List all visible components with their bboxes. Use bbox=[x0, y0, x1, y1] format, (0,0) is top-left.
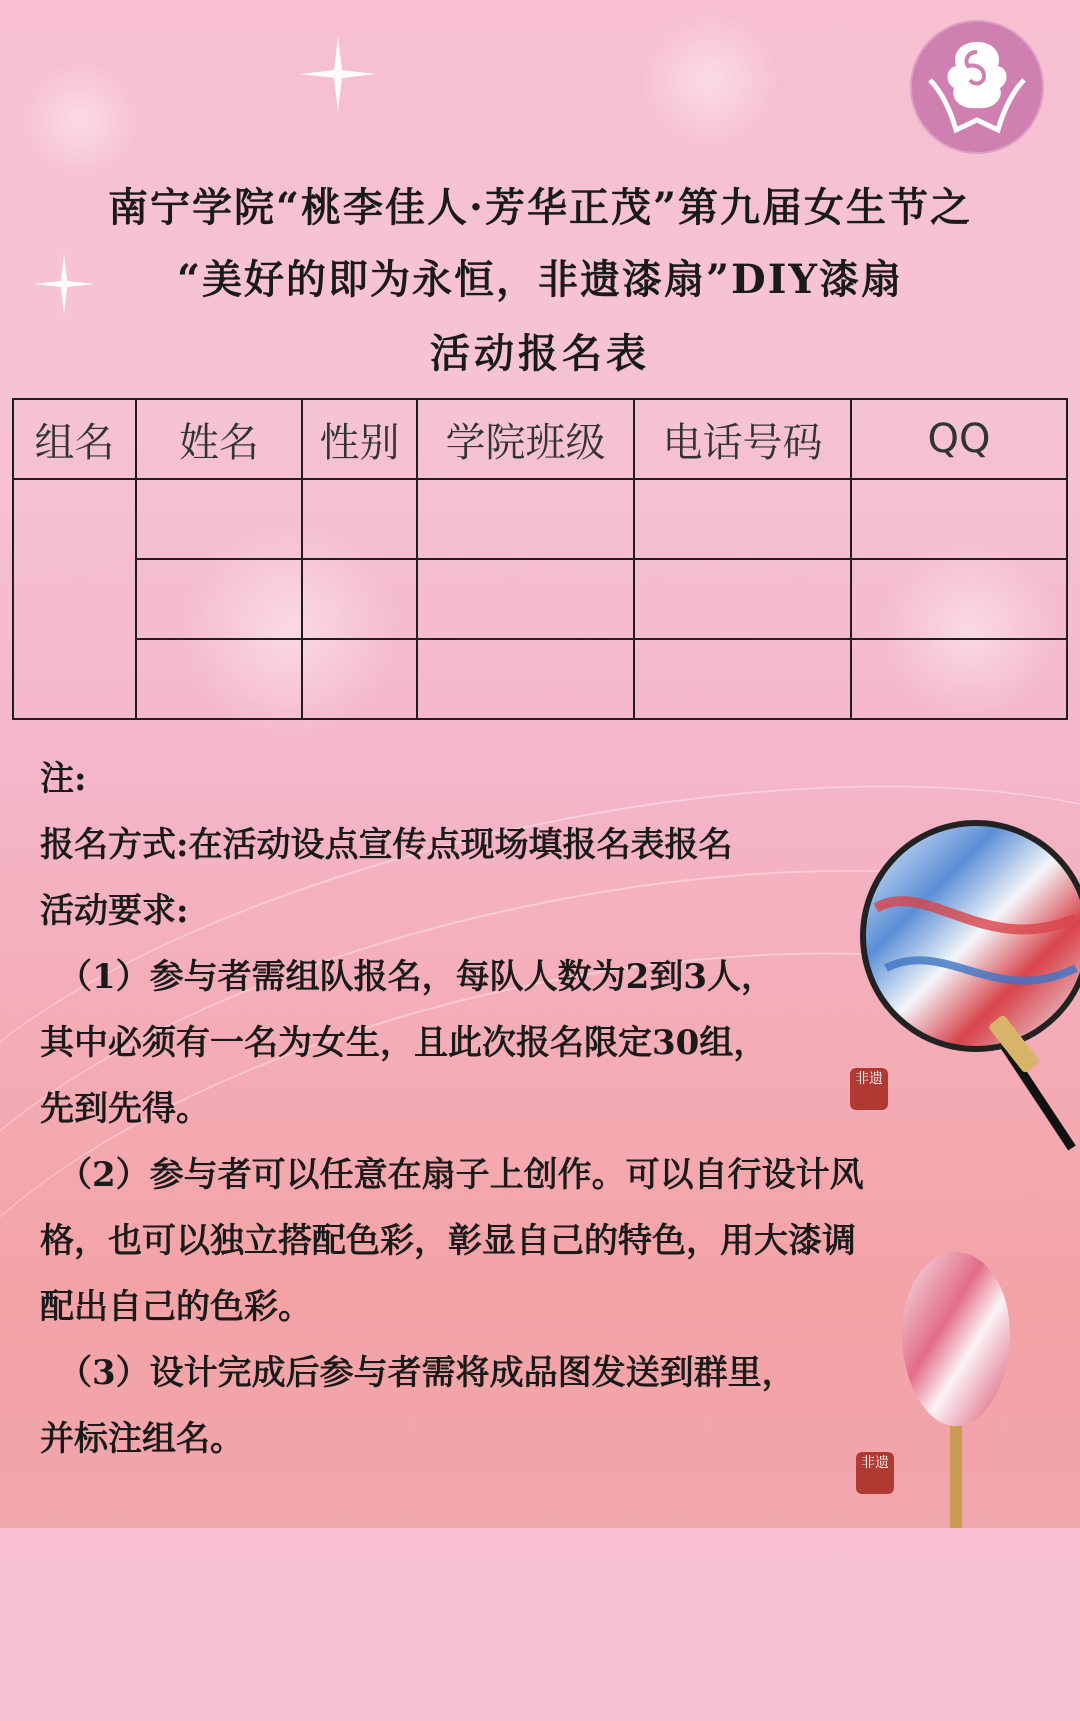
name-cell[interactable] bbox=[136, 639, 302, 719]
requirements-heading: 活动要求: bbox=[40, 891, 189, 931]
table-header-row bbox=[13, 399, 1067, 479]
requirement-2-line-2: 格，也可以独立搭配色彩，彰显自己的特色，用大漆调 bbox=[40, 1221, 856, 1261]
bokeh-light bbox=[20, 60, 140, 180]
group-name-cell[interactable] bbox=[13, 479, 136, 719]
requirement-3-line-1: （3）设计完成后参与者需将成品图发送到群里， bbox=[58, 1353, 796, 1393]
phone-cell[interactable] bbox=[634, 639, 851, 719]
heritage-seal: 非遗 bbox=[856, 1452, 894, 1494]
gender-cell[interactable] bbox=[302, 479, 417, 559]
requirement-1-line-2: 其中必须有一名为女生，且此次报名限定30组， bbox=[40, 1023, 768, 1063]
qq-cell[interactable] bbox=[851, 639, 1067, 719]
phone-cell[interactable] bbox=[634, 479, 851, 559]
gender-cell[interactable] bbox=[302, 639, 417, 719]
bokeh-light bbox=[640, 10, 780, 150]
requirement-1-line-3: 先到先得。 bbox=[40, 1089, 210, 1129]
name-cell[interactable] bbox=[136, 559, 302, 639]
qq-cell[interactable] bbox=[851, 479, 1067, 559]
column-header-college-class: 学院班级 bbox=[417, 399, 634, 479]
column-header-group: 组名 bbox=[13, 399, 136, 479]
gender-cell[interactable] bbox=[302, 559, 417, 639]
form-title: 活动报名表 bbox=[430, 330, 650, 377]
registration-table bbox=[12, 398, 1068, 720]
notes-section bbox=[40, 746, 1040, 1472]
title-line-1: 南宁学院“桃李佳人·芳华正茂”第九届女生节之 bbox=[108, 184, 972, 231]
requirement-2-line-1: （2）参与者可以任意在扇子上创作。可以自行设计风 bbox=[58, 1155, 864, 1195]
college-class-cell[interactable] bbox=[417, 479, 634, 559]
college-class-cell[interactable] bbox=[417, 639, 634, 719]
sparkle-icon bbox=[300, 36, 376, 112]
title-line-2: “美好的即为永恒，非遗漆扇”DIY漆扇 bbox=[177, 256, 903, 303]
requirement-1-line-1: （1）参与者需组队报名，每队人数为2到3人， bbox=[58, 957, 775, 997]
notes-heading: 注: bbox=[40, 759, 87, 799]
college-class-cell[interactable] bbox=[417, 559, 634, 639]
requirement-2-line-3: 配出自己的色彩。 bbox=[40, 1287, 312, 1327]
heritage-seal: 非遗 bbox=[850, 1068, 888, 1110]
column-header-qq: QQ bbox=[851, 399, 1067, 479]
rose-book-logo-icon bbox=[910, 20, 1044, 154]
phone-cell[interactable] bbox=[634, 559, 851, 639]
column-header-gender: 性别 bbox=[302, 399, 417, 479]
registration-method: 报名方式:在活动设点宣传点现场填报名表报名 bbox=[40, 825, 733, 865]
table-row bbox=[13, 559, 1067, 639]
table-row bbox=[13, 639, 1067, 719]
qq-cell[interactable] bbox=[851, 559, 1067, 639]
column-header-phone: 电话号码 bbox=[634, 399, 851, 479]
table-row bbox=[13, 479, 1067, 559]
college-logo bbox=[910, 20, 1044, 154]
requirement-3-line-2: 并标注组名。 bbox=[40, 1419, 244, 1459]
column-header-name: 姓名 bbox=[136, 399, 302, 479]
name-cell[interactable] bbox=[136, 479, 302, 559]
